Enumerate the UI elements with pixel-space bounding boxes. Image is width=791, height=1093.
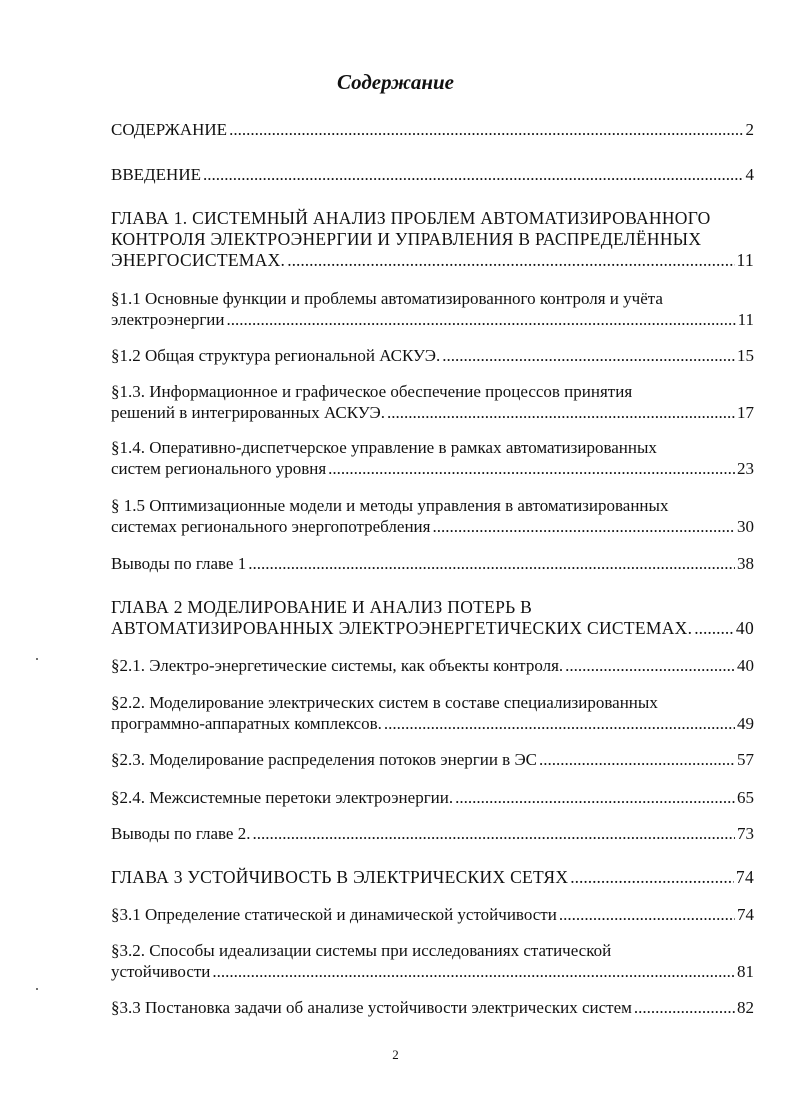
toc-line — [111, 655, 754, 676]
toc-entry-section-1-2 — [111, 345, 754, 366]
leader-dots — [634, 997, 735, 1018]
toc-text: АВТОМАТИЗИРОВАННЫХ ЭЛЕКТРОЭНЕРГЕТИЧЕСКИХ СИСТЕМАХ. — [111, 618, 693, 638]
toc-page-number: 38 — [737, 554, 754, 573]
toc-page-number: 65 — [737, 788, 754, 807]
scan-speck — [36, 988, 38, 990]
leader-dots — [287, 250, 734, 271]
toc-page-number: 81 — [737, 962, 754, 981]
toc-entry-section-2-1 — [111, 655, 754, 676]
toc-text: § 1.5 Оптимизационные модели и методы управления в автоматизированных — [111, 496, 669, 515]
toc-line — [111, 904, 754, 925]
toc-page-number: 40 — [735, 618, 754, 638]
toc-entry-section-1-3 — [111, 381, 754, 423]
toc-text: КОНТРОЛЯ ЭЛЕКТРОЭНЕРГИИ И УПРАВЛЕНИЯ В РАСПРЕДЕЛЁННЫХ — [111, 229, 702, 249]
toc-page-number: 11 — [736, 250, 754, 270]
toc-page-number: 17 — [737, 403, 754, 422]
scan-speck — [36, 658, 38, 660]
toc-page-number: 74 — [737, 905, 754, 924]
toc-page-number: 74 — [735, 867, 754, 887]
toc-entry-chapter-1 — [111, 208, 754, 271]
leader-dots — [559, 904, 735, 925]
toc-text: ГЛАВА 3 УСТОЙЧИВОСТЬ В ЭЛЕКТРИЧЕСКИХ СЕТЯХ — [111, 867, 569, 887]
toc-page-number: 49 — [737, 714, 754, 733]
leader-dots — [455, 787, 735, 808]
toc-line — [111, 250, 754, 271]
toc-entry-chapter-2 — [111, 597, 754, 639]
leader-dots — [229, 119, 743, 140]
toc-line — [111, 553, 754, 574]
leader-dots — [387, 402, 735, 423]
toc-line — [111, 940, 754, 961]
toc-entry-section-2-3 — [111, 749, 754, 770]
page-title: Содержание — [337, 70, 454, 94]
leader-dots — [432, 516, 735, 537]
leader-dots — [539, 749, 735, 770]
toc-line — [111, 749, 754, 770]
leader-dots — [694, 618, 734, 639]
toc-text: СОДЕРЖАНИЕ — [111, 120, 228, 139]
toc-page-number: 40 — [737, 656, 754, 675]
toc-entry-section-2-2 — [111, 692, 754, 734]
toc-page-number: 2 — [745, 120, 754, 139]
toc-page-number: 73 — [737, 824, 754, 843]
toc-text: §1.2 Общая структура региональной АСКУЭ. — [111, 346, 441, 365]
toc-line — [111, 164, 754, 185]
toc-text: §1.4. Оперативно-диспетчерское управление в рамках автоматизированных — [111, 438, 657, 457]
toc-line — [111, 345, 754, 366]
leader-dots — [212, 961, 735, 982]
toc-entry-section-1-5 — [111, 495, 754, 537]
toc-entry-section-3-1 — [111, 904, 754, 925]
toc-text: §2.2. Моделирование электрических систем в составе специализированных — [111, 693, 658, 712]
toc-text: §1.3. Информационное и графическое обеспечение процессов принятия — [111, 382, 633, 401]
toc-line — [111, 618, 754, 639]
toc-line — [111, 713, 754, 734]
toc-line — [111, 402, 754, 423]
toc-entry-section-3-3 — [111, 997, 754, 1018]
toc-text: решений в интегрированных АСКУЭ. — [111, 403, 386, 422]
toc-page-number: 15 — [737, 346, 754, 365]
toc-line — [111, 867, 754, 888]
toc-page-number: 4 — [745, 165, 754, 184]
toc-line — [111, 787, 754, 808]
toc-text: Выводы по главе 2. — [111, 824, 251, 843]
toc-text: §2.3. Моделирование распределения потоков энергии в ЭС — [111, 750, 538, 769]
leader-dots — [252, 823, 735, 844]
toc-text: систем регионального уровня — [111, 459, 327, 478]
toc-text: электроэнергии — [111, 310, 225, 329]
leader-dots — [442, 345, 735, 366]
toc-entry-conclusions-1 — [111, 553, 754, 574]
leader-dots — [328, 458, 735, 479]
toc-line — [111, 997, 754, 1018]
leader-dots — [565, 655, 735, 676]
toc-text: ГЛАВА 2 МОДЕЛИРОВАНИЕ И АНАЛИЗ ПОТЕРЬ В — [111, 597, 533, 617]
toc-text: §3.1 Определение статической и динамической устойчивости — [111, 905, 557, 924]
toc-text: системах регионального энергопотребления — [111, 517, 431, 536]
toc-line — [111, 288, 754, 309]
toc-line — [111, 516, 754, 537]
toc-page-number: 57 — [737, 750, 754, 769]
toc-text: ЭНЕРГОСИСТЕМАХ. — [111, 250, 286, 270]
leader-dots — [203, 164, 744, 185]
toc-entry-introduction — [111, 164, 754, 185]
toc-text: Выводы по главе 1 — [111, 554, 247, 573]
page-number: 2 — [392, 1047, 399, 1062]
leader-dots — [248, 553, 735, 574]
toc-line — [111, 597, 754, 618]
toc-line — [111, 692, 754, 713]
toc-page-number: 23 — [737, 459, 754, 478]
toc-text: ВВЕДЕНИЕ — [111, 165, 201, 184]
toc-text: ГЛАВА 1. СИСТЕМНЫЙ АНАЛИЗ ПРОБЛЕМ АВТОМАТИЗИРОВАННОГО — [111, 208, 711, 228]
toc-line — [111, 495, 754, 516]
toc-text: §3.2. Способы идеализации системы при исследованиях статической — [111, 941, 612, 960]
toc-entry-section-1-1 — [111, 288, 754, 330]
toc-line — [111, 208, 754, 229]
toc-text: §2.1. Электро-энергетические системы, как объекты контроля. — [111, 656, 564, 675]
toc-entry-contents — [111, 119, 754, 140]
toc-entry-section-2-4 — [111, 787, 754, 808]
toc-line — [111, 381, 754, 402]
toc-page-number: 11 — [737, 310, 754, 329]
leader-dots — [570, 867, 734, 888]
toc-text: §1.1 Основные функции и проблемы автоматизированного контроля и учёта — [111, 289, 663, 308]
toc-text: программно-аппаратных комплексов. — [111, 714, 382, 733]
leader-dots — [227, 309, 736, 330]
leader-dots — [384, 713, 735, 734]
toc-entry-chapter-3 — [111, 867, 754, 888]
toc-line — [111, 458, 754, 479]
toc-line — [111, 309, 754, 330]
toc-line — [111, 961, 754, 982]
toc-text: устойчивости — [111, 962, 211, 981]
toc-entry-section-3-2 — [111, 940, 754, 982]
toc-line — [111, 437, 754, 458]
toc-page-number: 82 — [737, 998, 754, 1017]
toc-line — [111, 229, 754, 250]
toc-entry-conclusions-2 — [111, 823, 754, 844]
toc-entry-section-1-4 — [111, 437, 754, 479]
toc-text: §3.3 Постановка задачи об анализе устойчивости электрических систем — [111, 998, 632, 1017]
toc-text: §2.4. Межсистемные перетоки электроэнергии. — [111, 788, 454, 807]
toc-line — [111, 823, 754, 844]
toc-page-number: 30 — [737, 517, 754, 536]
toc-line — [111, 119, 754, 140]
